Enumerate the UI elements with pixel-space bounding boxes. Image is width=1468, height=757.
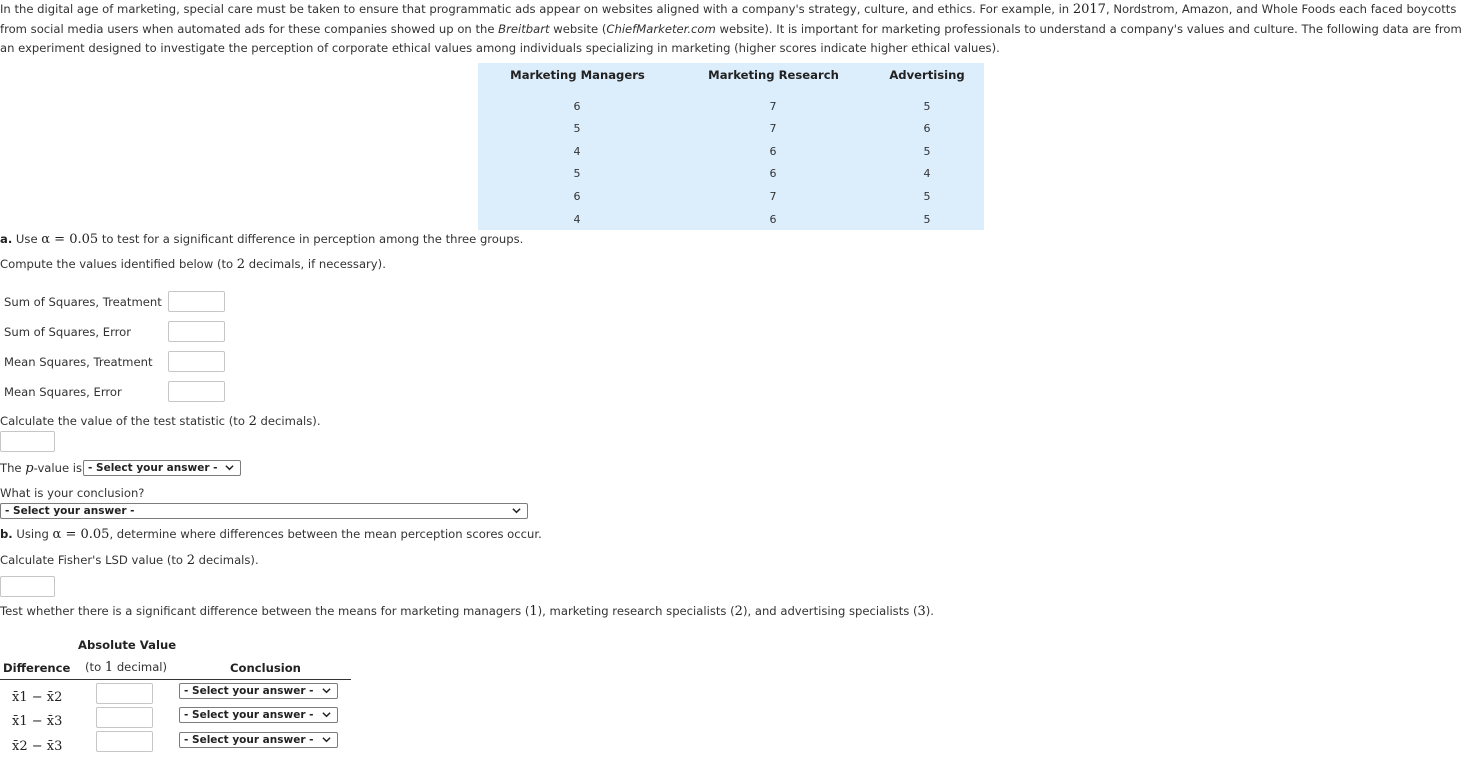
- header-conclusion: Conclusion: [230, 661, 301, 675]
- table-cell: 5: [923, 145, 931, 158]
- compute-instruction: Compute the values identified below (to 2 decimals, if necessary).: [0, 257, 386, 272]
- conclusion-select[interactable]: - Select your answer -: [0, 503, 528, 519]
- table-cell: 5: [573, 122, 581, 135]
- pvalue-select[interactable]: - Select your answer -: [83, 460, 241, 476]
- table-cell: 6: [769, 167, 777, 180]
- col-header-marketing-managers: Marketing Managers: [510, 68, 645, 82]
- lsd-input[interactable]: [0, 576, 55, 597]
- table-cell: 6: [769, 145, 777, 158]
- chevron-down-icon: [512, 506, 521, 515]
- diff-label-2-3: x̄2 − x̄3: [12, 739, 63, 754]
- intro-paragraph: In the digital age of marketing, special care must be taken to ensure that programmatic ads appear on websites aligned with a company's strategy, culture, and ethics. For example, in 2017, Nordstrom, Amazon, and Whole Foods each faced boycotts from social media users when automated ads for these companies showed up on the Breitbart website (ChiefMarketer.com website). It is important for marketing professionals to understand a company's values and culture. The following data are from an experiment designed to investigate the perception of corporate ethical values among individuals specializing in marketing (higher scores indicate higher ethical values).: [0, 2, 1462, 55]
- table-cell: 7: [769, 122, 777, 135]
- header-to-1-decimal: (to 1 decimal): [85, 660, 168, 675]
- ms-error-input[interactable]: [168, 381, 225, 402]
- col-header-advertising: Advertising: [889, 68, 965, 82]
- table-cell: 5: [923, 213, 931, 226]
- header-absolute-value: Absolute Value: [78, 638, 177, 652]
- diff-label-1-2: x̄1 − x̄2: [12, 690, 63, 705]
- part-a-prompt: a. Use α = 0.05 to test for a significant difference in perception among the three groups.: [0, 232, 524, 247]
- table-divider: [0, 679, 351, 680]
- data-table: [478, 63, 984, 230]
- header-difference: Difference: [3, 661, 71, 675]
- table-cell: 4: [923, 167, 931, 180]
- table-cell: 6: [573, 100, 581, 113]
- conclusion-select-2-3[interactable]: - Select your answer -: [179, 732, 338, 748]
- label-ss-treatment: Sum of Squares, Treatment: [4, 295, 162, 309]
- chevron-down-icon: [322, 710, 331, 719]
- conclusion-select-1-2[interactable]: - Select your answer -: [179, 683, 338, 699]
- ss-error-input[interactable]: [168, 321, 225, 342]
- part-b-prompt: b. Using α = 0.05, determine where differences between the mean perception scores occur.: [0, 527, 542, 542]
- chevron-down-icon: [322, 735, 331, 744]
- table-cell: 6: [573, 190, 581, 203]
- table-cell: 5: [573, 167, 581, 180]
- table-cell: 7: [769, 100, 777, 113]
- abs-diff-input-2-3[interactable]: [96, 731, 153, 752]
- abs-diff-input-1-2[interactable]: [96, 683, 153, 704]
- table-cell: 5: [923, 190, 931, 203]
- table-cell: 6: [923, 122, 931, 135]
- label-ms-treatment: Mean Squares, Treatment: [4, 355, 153, 369]
- table-cell: 5: [923, 100, 931, 113]
- chevron-down-icon: [225, 463, 234, 472]
- table-cell: 7: [769, 190, 777, 203]
- test-statistic-input[interactable]: [0, 431, 55, 452]
- label-ss-error: Sum of Squares, Error: [4, 325, 132, 339]
- ss-treatment-input[interactable]: [168, 291, 225, 312]
- conclusion-select-1-3[interactable]: - Select your answer -: [179, 707, 338, 723]
- ms-treatment-input[interactable]: [168, 351, 225, 372]
- chevron-down-icon: [322, 686, 331, 695]
- lsd-instruction: Calculate Fisher's LSD value (to 2 decimals).: [0, 553, 259, 568]
- table-cell: 4: [573, 213, 581, 226]
- conclusion-question: What is your conclusion?: [0, 486, 145, 500]
- table-cell: 6: [769, 213, 777, 226]
- test-statistic-instruction: Calculate the value of the test statistic (to 2 decimals).: [0, 414, 321, 429]
- label-ms-error: Mean Squares, Error: [4, 385, 122, 399]
- col-header-marketing-research: Marketing Research: [708, 68, 839, 82]
- abs-diff-input-1-3[interactable]: [96, 707, 153, 728]
- lsd-test-instruction: Test whether there is a significant difference between the means for marketing managers (1), marketing research specialists (2), and advertising specialists (3).: [0, 604, 934, 619]
- diff-label-1-3: x̄1 − x̄3: [12, 714, 63, 729]
- pvalue-label: The p-value is: [0, 461, 83, 476]
- table-cell: 4: [573, 145, 581, 158]
